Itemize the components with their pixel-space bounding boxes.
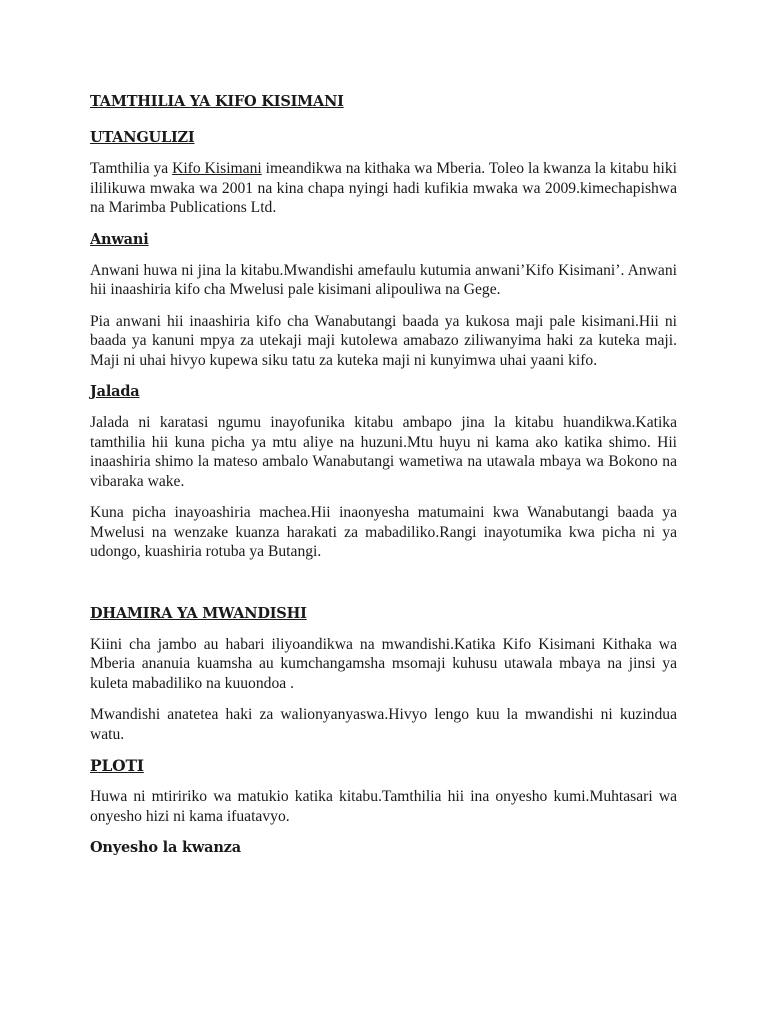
document-title: TAMTHILIA YA KIFO KISIMANI (90, 93, 344, 110)
heading-utangulizi: UTANGULIZI (90, 129, 195, 146)
heading-onyesho-la-kwanza: Onyesho la kwanza (90, 839, 241, 856)
paragraph-text: imeandikwa na kithaka wa Mberia. Toleo la kwanza la kitabu hiki ililikuwa mwaka wa 2001 na kina chapa nyingi hadi kufikia mwaka wa 2009.kimechapishwa na Marimba Publications Ltd. (90, 160, 677, 216)
paragraph-ploti-1: Huwa ni mtiririko wa matukio katika kitabu.Tamthilia hii ina onyesho kumi.Muhtasari wa onyesho hizi ni kama ifuatavyo. (90, 788, 677, 825)
document-page (90, 92, 677, 869)
heading-anwani: Anwani (90, 230, 149, 248)
book-title-underlined: Kifo Kisimani (172, 160, 262, 177)
paragraph-dhamira-2: Mwandishi anatetea haki za walionyanyaswa.Hivyo lengo kuu la mwandishi ni kuzindua watu. (90, 706, 677, 743)
heading-ploti: PLOTI (90, 756, 144, 775)
paragraph-dhamira-1: Kiini cha jambo au habari iliyoandikwa na mwandishi.Katika Kifo Kisimani Kithaka wa Mberia ananuia kuamsha au kumchangamsha msomaji kuhusu utawala mbaya na jinsi ya kuleta mabadiliko na kuuondoa . (90, 635, 677, 692)
section-spacer (90, 574, 677, 604)
paragraph-jalada-1: Jalada ni karatasi ngumu inayofunika kitabu ambapo jina la kitabu huandikwa.Katika tamthilia hii kuna picha ya mtu aliye na huzuni.Mtu huyu ni kama ako katika shimo. Hii inaashiria shimo la mateso ambalo Wanabutangi wametiwa na utawala mbaya wa Bokono na vibaraka wake. (90, 414, 677, 490)
paragraph-anwani-2: Pia anwani hii inaashiria kifo cha Wanabutangi baada ya kukosa maji pale kisimani.Hii ni baada ya kanuni mpya za utekaji maji kutolewa amabazo ziliwanyima haki za kuteka maji. Maji ni uhai hivyo kupewa siku tatu za kuteka maji ni kunyimwa uhai yaani kifo. (90, 312, 677, 369)
heading-jalada: Jalada (90, 383, 140, 400)
paragraph-text: Tamthilia ya (90, 160, 173, 177)
paragraph-jalada-2: Kuna picha inayoashiria machea.Hii inaonyesha matumaini kwa Wanabutangi baada ya Mwelusi na wenzake kuanza harakati za mabadiliko.Rangi inayotumika kwa picha ni ya udongo, kuashiria rotuba ya Butangi. (90, 504, 677, 560)
heading-dhamira: DHAMIRA YA MWANDISHI (90, 604, 307, 622)
paragraph-anwani-1: Anwani huwa ni jina la kitabu.Mwandishi amefaulu kutumia anwani’Kifo Kisimani’. Anwani hii inaashiria kifo cha Mwelusi pale kisimani alipouliwa na Gege. (90, 261, 677, 298)
paragraph-utangulizi (90, 159, 677, 218)
